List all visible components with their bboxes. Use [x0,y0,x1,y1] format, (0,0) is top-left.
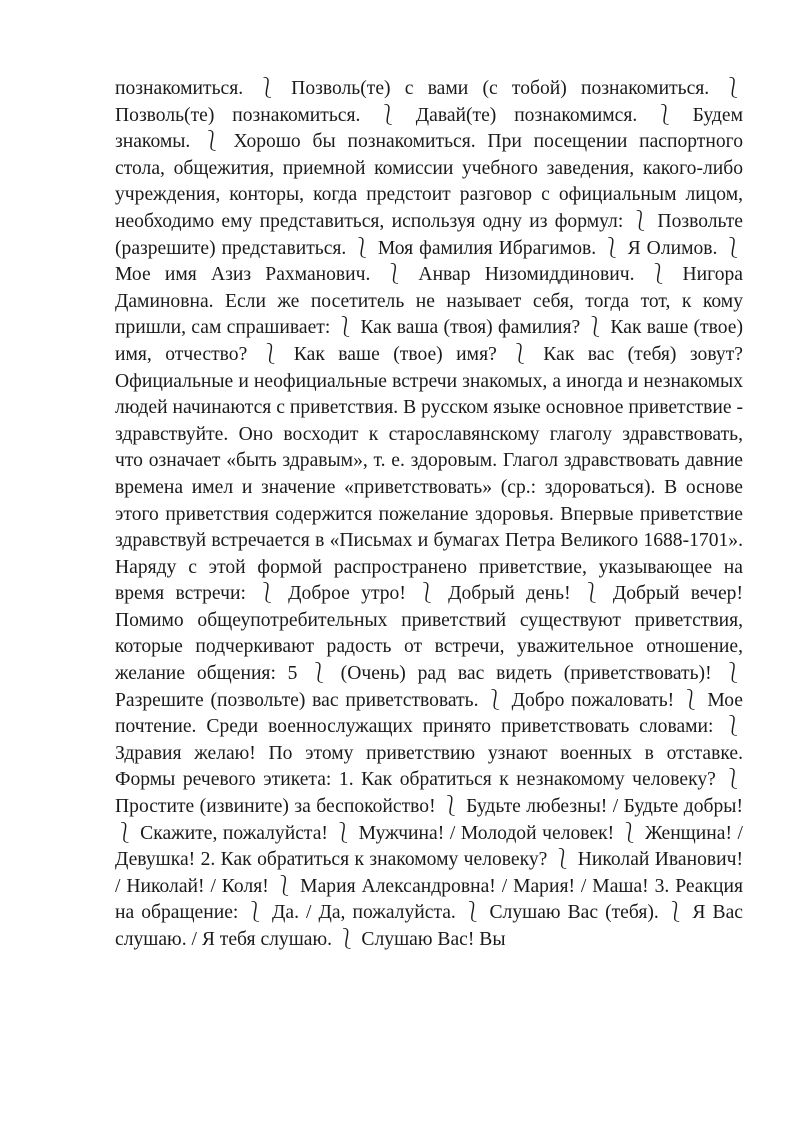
body-paragraph: познакомиться. ⎱ Позволь(те) с вами (с тобой) познакомиться. ⎱ Позволь(те) познакомиться. ⎱ Давай(те) познакомимся. ⎱ Будем знакомы. ⎱ Хорошо бы познакомиться. При посещении паспортного стола, общежития, приемной комиссии учебного заведения, какого-либо учреждения, конторы, когда предстоит разговор с официальным лицом, необходимо ему представиться, используя одну из формул: ⎱ Позвольте (разрешите) представиться. ⎱ Моя фамилия Ибрагимов. ⎱ Я Олимов. ⎱ Мое имя Азиз Рахманович. ⎱ Анвар Низомиддинович. ⎱ Нигора Даминовна. Если же посетитель не называет себя, тогда тот, к кому пришли, сам спрашивает: ⎱ Как ваша (твоя) фамилия? ⎱ Как ваше (твое) имя, отчество? ⎱ Как ваше (твое) имя? ⎱ Как вас (тебя) зовут? Официальные и неофициальные встречи знакомых, а иногда и незнакомых людей начинаются с приветствия. В русском языке основное приветствие - здравствуйте. Оно восходит к старославянскому глаголу здравствовать, что означает «быть здравым», т. е. здоровым. Глагол здравствовать давние времена имел и значение «приветствовать» (ср.: здороваться). В основе этого приветствия содержится пожелание здоровья. Впервые приветствие здравствуй встречается в «Письмах и бумагах Петра Великого 1688-1701». Наряду с этой формой распространено приветствие, указывающее на время встречи: ⎱ Доброе утро! ⎱ Добрый день! ⎱ Добрый вечер! Помимо общеупотребительных приветствий существуют приветствия, которые подчеркивают радость от встречи, уважительное отношение, желание общения: 5 ⎱ (Очень) рад вас видеть (приветствовать)! ⎱ Разрешите (позвольте) вас приветствовать. ⎱ Добро пожаловать! ⎱ Мое почтение. Среди военнослужащих принято приветствовать словами: ⎱ Здравия желаю! По этому приветствию узнают военных в отставке. Формы речевого этикета: 1. Как обратиться к незнакомому человеку? ⎱ Простите (извините) за беспокойство! ⎱ Будьте любезны! / Будьте добры! ⎱ Скажите, пожалуйста! ⎱ Мужчина! / Молодой человек! ⎱ Женщина! / Девушка! 2. Как обратиться к знакомому человеку? ⎱ Николай Иванович! / Николай! / Коля! ⎱ Мария Александровна! / Мария! / Маша! 3. Реакция на обращение: ⎱ Да. / Да, пожалуйста. ⎱ Слушаю Вас (тебя). ⎱ Я Вас слушаю. / Я тебя слушаю. ⎱ Слушаю Вас! Вы [115,78,743,950]
